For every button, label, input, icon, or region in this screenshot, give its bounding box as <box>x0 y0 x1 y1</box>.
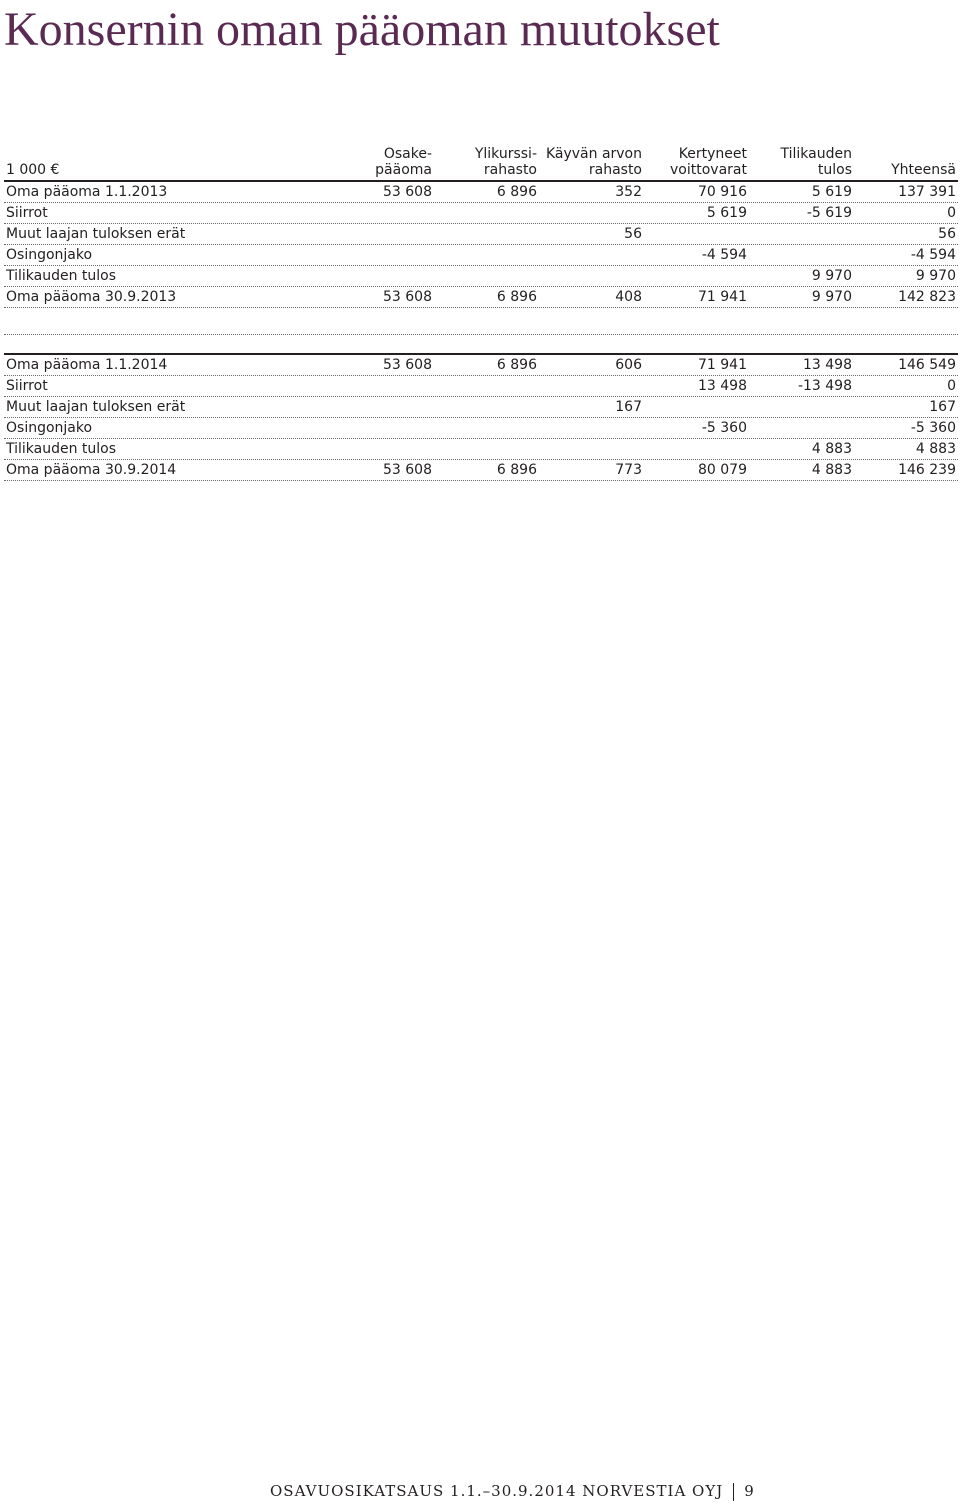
table-row: Oma pääoma 30.9.2014 53 608 6 896 773 80 079 4 883 146 239 <box>4 460 958 481</box>
header-period-result: Tilikauden tulos <box>780 146 852 178</box>
table-row: Muut laajan tuloksen erät 56 56 <box>4 224 958 245</box>
footer-text: OSAVUOSIKATSAUS 1.1.–30.9.2014 NORVESTIA OYJ <box>270 1482 724 1500</box>
table-row: Siirrot 13 498 -13 498 0 <box>4 376 958 397</box>
table-spacer-row <box>4 308 958 335</box>
page-footer <box>270 1480 755 1502</box>
unit-label: 1 000 € <box>6 162 60 178</box>
table-header <box>4 148 958 182</box>
page-number: 9 <box>744 1482 755 1500</box>
table-section-2013 <box>4 182 958 335</box>
header-share-premium: Ylikurssi- rahasto <box>474 146 537 178</box>
header-share-capital: Osake- pääoma <box>375 146 432 178</box>
table-row: Osingonjako -4 594 -4 594 <box>4 245 958 266</box>
table-section-2014 <box>4 355 958 481</box>
table-row: Osingonjako -5 360 -5 360 <box>4 418 958 439</box>
table-row: Oma pääoma 1.1.2014 53 608 6 896 606 71 941 13 498 146 549 <box>4 355 958 376</box>
table-row: Tilikauden tulos 9 970 9 970 <box>4 266 958 287</box>
table-row: Muut laajan tuloksen erät 167 167 <box>4 397 958 418</box>
table-row: Oma pääoma 1.1.2013 53 608 6 896 352 70 916 5 619 137 391 <box>4 182 958 203</box>
table-row: Tilikauden tulos 4 883 4 883 <box>4 439 958 460</box>
header-total: Yhteensä <box>891 162 956 178</box>
footer-separator <box>733 1483 734 1501</box>
equity-changes-table <box>4 148 958 481</box>
table-row: Siirrot 5 619 -5 619 0 <box>4 203 958 224</box>
table-row: Oma pääoma 30.9.2013 53 608 6 896 408 71 941 9 970 142 823 <box>4 287 958 308</box>
header-retained-earnings: Kertyneet voittovarat <box>670 146 747 178</box>
page-title: Konsernin oman pääoman muutokset <box>4 3 720 56</box>
header-fair-value-reserve: Käyvän arvon rahasto <box>545 146 642 178</box>
